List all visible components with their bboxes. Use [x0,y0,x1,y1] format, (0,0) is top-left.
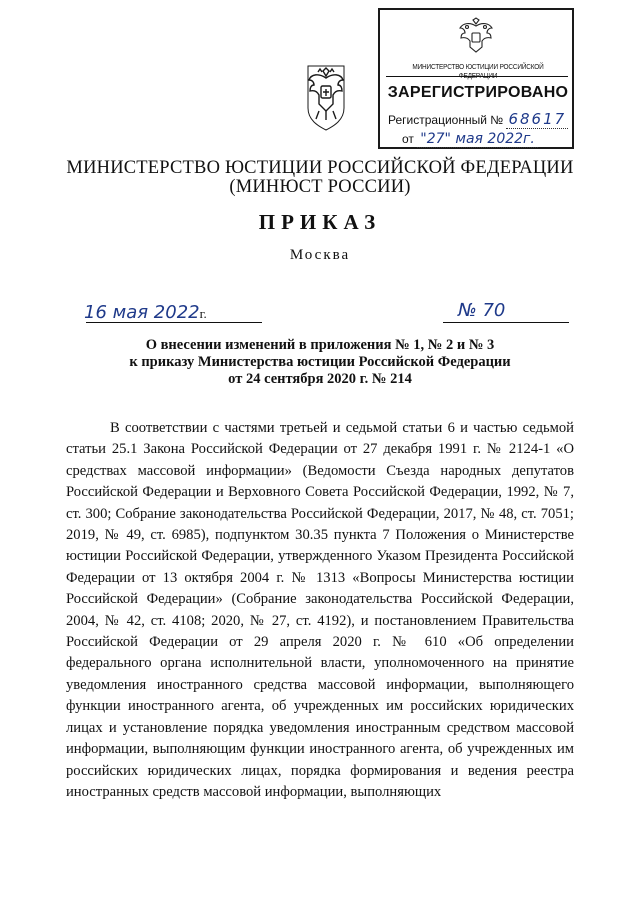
stamp-date: "27" мая 2022г. [417,131,538,148]
order-title-line2: к приказу Министерства юстиции Российской Федерации [129,354,511,370]
stamp-reg-number-label: Регистрационный № [388,113,504,127]
stamp-registered-label: ЗАРЕГИСТРИРОВАНО [387,84,569,101]
order-date [84,302,207,323]
ministry-name-line1: МИНИСТЕРСТВО ЮСТИЦИИ РОССИЙСКОЙ ФЕДЕРАЦИИ [66,158,574,178]
ministry-name-line2: (МИНЮСТ РОССИИ) [229,177,411,197]
order-date-suffix: г. [199,306,207,321]
registration-stamp [378,8,574,149]
order-number: № 70 [458,300,506,321]
order-date-value: 16 мая 2022 [84,302,200,323]
stamp-reg-number: 68617 [508,110,567,128]
order-date-underline [86,322,262,323]
order-body-paragraph: В соответствии с частями третьей и седьмой статьи 6 и частью седьмой статьи 25.1 Закона Российской Федерации от 27 декабря 1991 г. № 2124-1 «О средствах массовой информации» (Ведомости Съезда народных депутатов Российской Федерации и Верховного Совета Российской Федерации, 1992, № 7, ст. 300; Собрание законодательства Российской Федерации, 2017, № 48, ст. 7051; 2019, № 49, ст. 6985), подпунктом 30.35 пункта 7 Положения о Министерстве юстиции Российской Федерации, утвержденного Указом Президента Российской Федерации от 13 октября 2004 г. № 1313 «Вопросы Министерства юстиции Российской Федерации» (Собрание законодательства Российской Федерации, 2004, № 42, ст. 4108; 2020, № 27, ст. 4192), и постановлением Правительства Российской Федерации от 29 апреля 2020 г. № 610 «Об определении федерального органа исполнительной власти, уполномоченного на принятие уведомления иностранного средства массовой информации, выполняющего функции иностранного агента, об учрежденных им российских юридических лицах и установление порядка уведомления иностранным средством массовой информации, выполняющим функции иностранного агента, об учрежденных им российских юридических лицах, порядка формирования и ведения реестра иностранных средств массовой информации, выполняющих [66,420,574,800]
double-headed-eagle-emblem-icon [298,64,354,132]
stamp-registration-line [388,110,568,128]
stamp-date-line [402,131,538,147]
order-number-underline [443,322,569,323]
order-title-line3: от 24 сентября 2020 г. № 214 [228,371,412,387]
stamp-ministry-name: МИНИСТЕРСТВО ЮСТИЦИИ РОССИЙСКОЙ ФЕДЕРАЦИИ [412,62,544,80]
stamp-divider [386,76,568,77]
document-type-heading: ПРИКАЗ [258,210,382,234]
order-title-line1: О внесении изменений в приложения № 1, № 2 и № 3 [145,337,495,353]
double-headed-eagle-emblem-icon [456,16,496,56]
stamp-date-prefix: от [402,132,414,146]
city-name: Москва [289,247,351,263]
